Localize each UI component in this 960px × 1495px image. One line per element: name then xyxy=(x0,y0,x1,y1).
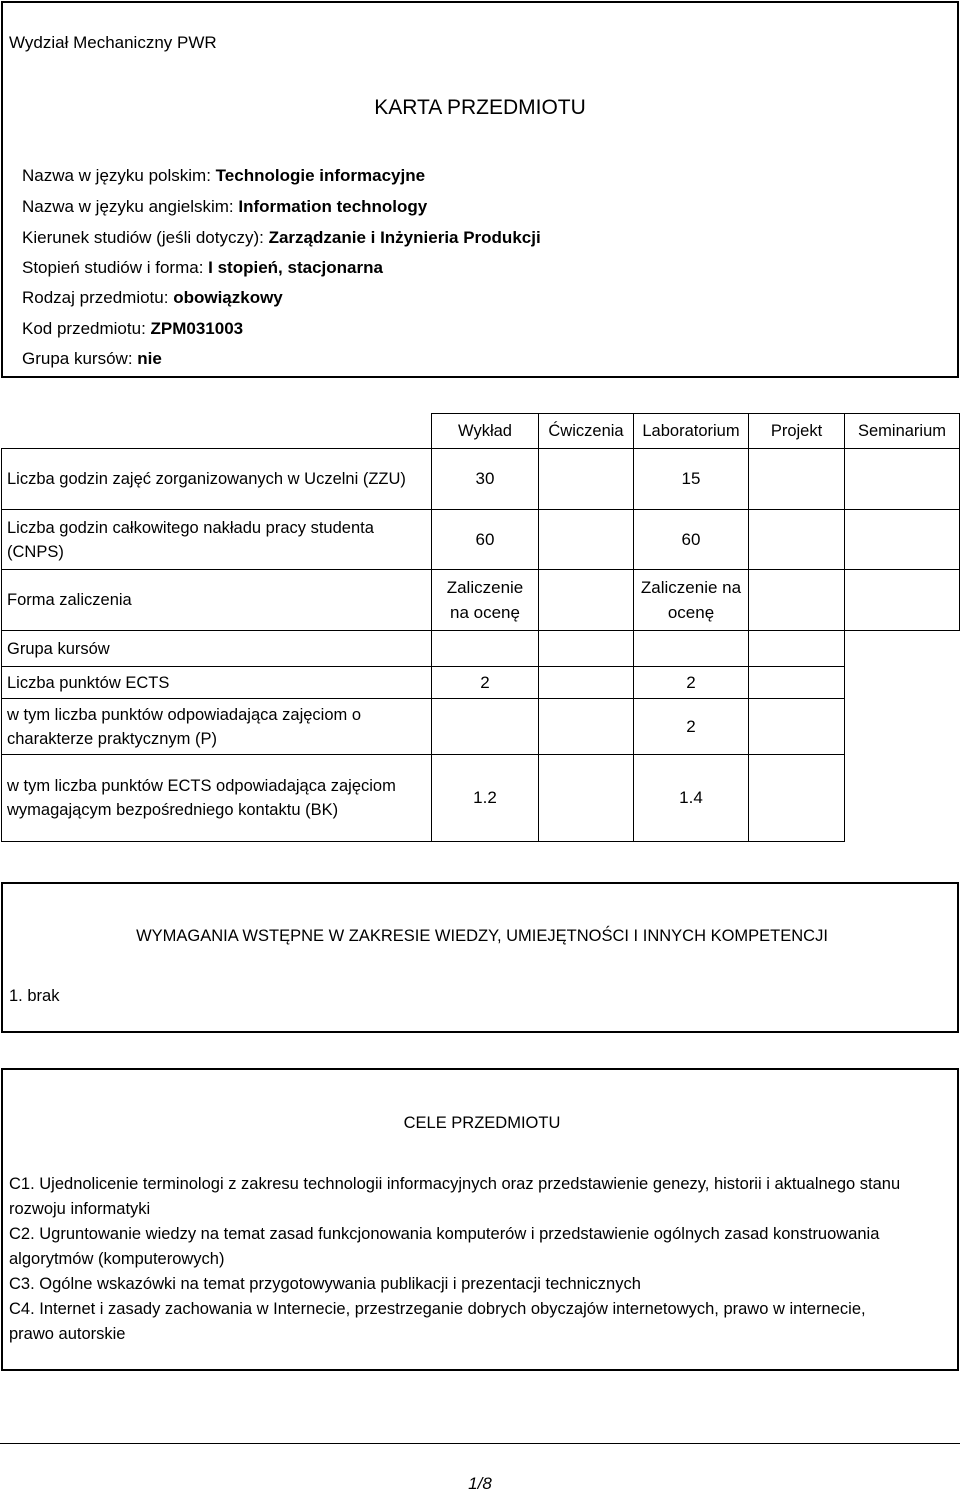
page-number: 1/8 xyxy=(468,1474,492,1493)
zzu-laboratory: 15 xyxy=(634,449,749,510)
column-header-project: Projekt xyxy=(749,414,845,449)
field-label: Kierunek studiów (jeśli dotyczy): xyxy=(22,228,269,247)
field-label: Rodzaj przedmiotu: xyxy=(22,288,174,307)
field-value: nie xyxy=(137,349,162,368)
row-label-form: Forma zaliczenia xyxy=(2,570,432,631)
practical-project xyxy=(749,699,845,755)
group-exercises xyxy=(539,631,634,667)
course-goals-section xyxy=(1,1068,959,1371)
field-name-pl xyxy=(22,166,425,186)
footer-divider xyxy=(0,1443,960,1444)
field-label: Stopień studiów i forma: xyxy=(22,258,209,277)
table-row xyxy=(2,449,960,510)
field-course-group xyxy=(22,349,162,369)
table-header-row xyxy=(2,414,960,449)
table-row xyxy=(2,755,960,842)
table-row xyxy=(2,699,960,755)
ects-seminar xyxy=(845,667,960,699)
column-header-laboratory: Laboratorium xyxy=(634,414,749,449)
prerequisites-title: WYMAGANIA WSTĘPNE W ZAKRESIE WIEDZY, UMIEJĘTNOŚCI I INNYCH KOMPETENCJI xyxy=(136,927,828,945)
field-code xyxy=(22,319,243,339)
table-row xyxy=(2,667,960,699)
document-title: KARTA PRZEDMIOTU xyxy=(374,96,586,119)
field-label: Nazwa w języku polskim: xyxy=(22,166,216,185)
course-header xyxy=(1,1,959,378)
goal-item-c2: C2. Ugruntowanie wiedzy na temat zasad funkcjonowania komputerów i przedstawienie ogólnych zasad konstruowania algorytmów (komputerowych) xyxy=(9,1225,880,1268)
field-type xyxy=(22,288,283,308)
faculty-name: Wydział Mechaniczny PWR xyxy=(9,33,217,52)
field-name-en xyxy=(22,197,427,217)
goal-item-c3: C3. Ogólne wskazówki na temat przygotowywania publikacji i prezentacji technicznych xyxy=(9,1275,641,1293)
practical-laboratory: 2 xyxy=(634,699,749,755)
form-lecture: Zaliczenie na ocenę xyxy=(432,570,539,631)
field-label: Nazwa w języku angielskim: xyxy=(22,197,239,216)
field-major xyxy=(22,228,541,248)
ects-laboratory: 2 xyxy=(634,667,749,699)
field-degree xyxy=(22,258,383,278)
bk-seminar xyxy=(845,755,960,842)
zzu-seminar xyxy=(845,449,960,510)
prerequisite-item: 1. brak xyxy=(9,987,60,1005)
row-label-ects: Liczba punktów ECTS xyxy=(2,667,432,699)
field-value: Technologie informacyjne xyxy=(215,166,426,185)
row-label-zzu: Liczba godzin zajęć zorganizowanych w Uczelni (ZZU) xyxy=(2,449,432,510)
cnps-project xyxy=(749,510,845,570)
row-label-practical: w tym liczba punktów odpowiadająca zajęciom o charakterze praktycznym (P) xyxy=(2,699,432,755)
group-lecture xyxy=(432,631,539,667)
table-row xyxy=(2,631,960,667)
field-value: obowiązkowy xyxy=(173,288,283,307)
practical-exercises xyxy=(539,699,634,755)
column-header-lecture: Wykład xyxy=(432,414,539,449)
row-label-bk: w tym liczba punktów ECTS odpowiadająca zajęciom wymagającym bezpośredniego kontaktu (BK) xyxy=(2,755,432,842)
group-laboratory xyxy=(634,631,749,667)
cnps-lecture: 60 xyxy=(432,510,539,570)
practical-lecture xyxy=(432,699,539,755)
cnps-exercises xyxy=(539,510,634,570)
field-value: ZPM031003 xyxy=(150,319,244,338)
form-laboratory: Zaliczenie na ocenę xyxy=(634,570,749,631)
bk-project xyxy=(749,755,845,842)
group-seminar xyxy=(845,631,960,667)
form-seminar xyxy=(845,570,960,631)
goal-item-c4: C4. Internet i zasady zachowania w Internecie, przestrzeganie dobrych obyczajów internetowych, prawo w internecie, prawo autorskie xyxy=(9,1300,866,1343)
hours-table xyxy=(1,413,960,842)
form-exercises xyxy=(539,570,634,631)
table-row xyxy=(2,510,960,570)
goal-item-c1: C1. Ujednolicenie terminologi z zakresu technologii informacyjnych oraz przedstawienie genezy, historii i aktualnego stanu rozwoju informatyki xyxy=(9,1175,901,1218)
bk-laboratory: 1.4 xyxy=(634,755,749,842)
row-label-cnps: Liczba godzin całkowitego nakładu pracy studenta (CNPS) xyxy=(2,510,432,570)
group-project xyxy=(749,631,845,667)
field-label: Grupa kursów: xyxy=(22,349,138,368)
column-header-exercises: Ćwiczenia xyxy=(539,414,634,449)
column-header-seminar: Seminarium xyxy=(845,414,960,449)
field-value: I stopień, stacjonarna xyxy=(208,258,383,277)
zzu-exercises xyxy=(539,449,634,510)
field-label: Kod przedmiotu: xyxy=(22,319,151,338)
table-row xyxy=(2,570,960,631)
field-value: Information technology xyxy=(238,197,428,216)
row-label-group: Grupa kursów xyxy=(2,631,432,667)
prerequisites-section xyxy=(1,882,959,1033)
cnps-seminar xyxy=(845,510,960,570)
cnps-laboratory: 60 xyxy=(634,510,749,570)
zzu-project xyxy=(749,449,845,510)
bk-lecture: 1.2 xyxy=(432,755,539,842)
form-project xyxy=(749,570,845,631)
practical-seminar xyxy=(845,699,960,755)
ects-lecture: 2 xyxy=(432,667,539,699)
field-value: Zarządzanie i Inżynieria Produkcji xyxy=(268,228,541,247)
empty-cell xyxy=(2,414,432,449)
zzu-lecture: 30 xyxy=(432,449,539,510)
goals-title: CELE PRZEDMIOTU xyxy=(403,1114,561,1132)
ects-exercises xyxy=(539,667,634,699)
bk-exercises xyxy=(539,755,634,842)
ects-project xyxy=(749,667,845,699)
